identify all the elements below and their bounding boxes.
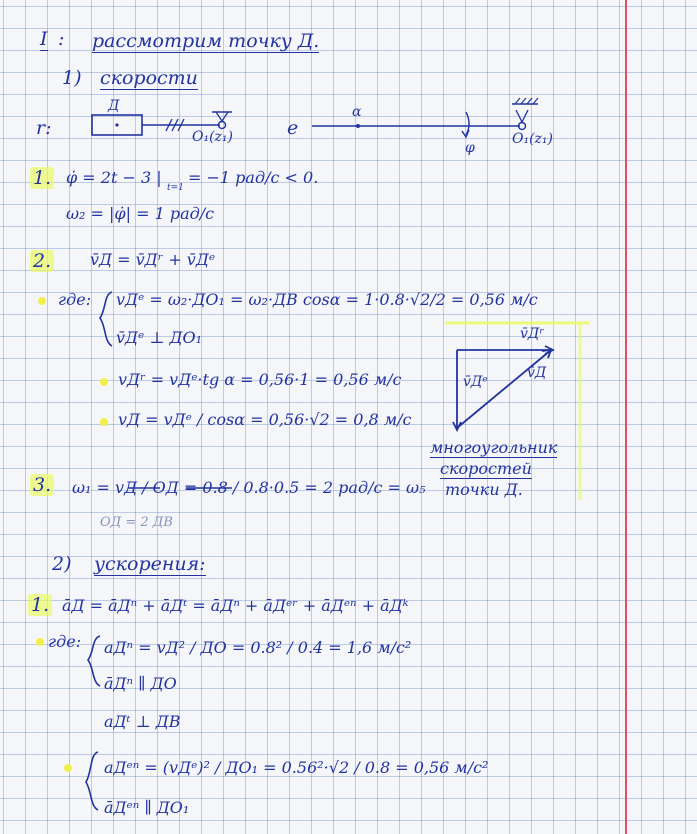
section-roman-numeral: I — [40, 28, 48, 50]
accel-eq-at-perp: aДᵗ ⊥ ДB — [104, 712, 181, 731]
step2-number: 2. — [30, 250, 54, 272]
step1-line1-result: = −1 рад/с < 0. — [188, 168, 319, 187]
step2-eq-ve-perp: v̄Дᵉ ⊥ ДO₁ — [116, 328, 202, 347]
triangle-label-vr: v̄Дʳ — [520, 326, 545, 342]
step3-note: OД = 2 ДB — [100, 515, 173, 530]
step2-brace — [100, 292, 112, 346]
subsection-1-number: 1) — [62, 67, 82, 89]
triangle-label-v: v̄Д — [527, 365, 547, 381]
bullet-where-1 — [38, 297, 46, 305]
scheme-e-ground-hatch-4 — [533, 98, 538, 104]
triangle-caption-line-1: многоугольник — [430, 438, 558, 457]
subsection-1-title: скорости — [100, 67, 198, 89]
subsection-2-title: ускорения: — [94, 553, 206, 575]
accel-eq-an-parallel: āДⁿ ∥ ДO — [104, 674, 177, 693]
triangle-label-ve: v̄Дᵉ — [463, 374, 488, 390]
colon-mark: : — [58, 28, 65, 50]
step3-equation: ω₁ = vД / OД = 0.8 / 0.8·0.5 = 2 рад/с = ω₅ — [72, 478, 426, 497]
scheme-e-alpha: α — [352, 104, 362, 120]
scheme-e-ground-hatch-2 — [521, 98, 526, 104]
accel-eq-aen-parallel: āДᵉⁿ ∥ ДO₁ — [104, 798, 190, 817]
step2-where: где: — [58, 290, 92, 309]
accel-eq-aen: aДᵉⁿ = (vДᵉ)² / ДO₁ = 0.56²·√2 / 0.8 = 0,56 м/с² — [104, 758, 489, 777]
scheme-e-phi: φ — [465, 140, 475, 156]
scheme-r-support-right — [222, 112, 228, 121]
step2-eq-ve: vДᵉ = ω₂·ДO₁ = ω₂·ДB cosα = 1·0.8·√2/2 = 0,56 м/с — [116, 290, 538, 309]
scheme-r-point-o1: O₁(z₁) — [192, 129, 234, 145]
bullet-where-2 — [36, 638, 44, 646]
subsection-2-number: 2) — [52, 553, 72, 575]
scheme-r-center-dot — [115, 123, 118, 126]
step2-main-equation: v̄Д = v̄Дʳ + v̄Дᵉ — [90, 250, 216, 269]
scheme-e-support-left — [516, 110, 522, 122]
step2-eq-vd: vД = vДᵉ / cosα = 0,56·√2 = 0,8 м/с — [118, 410, 412, 429]
accel-step1-number: 1. — [28, 594, 52, 616]
scheme-r-label: r: — [36, 117, 52, 139]
step1-line1-subscript: t=1 — [167, 183, 184, 193]
triangle-caption-line-2: скоростей — [440, 459, 532, 478]
scheme-r-point-d: Д — [108, 98, 120, 114]
step1-number: 1. — [30, 167, 54, 189]
bullet-vr — [100, 378, 108, 386]
scheme-e-label: e — [287, 117, 299, 139]
triangle-caption-line-3: точки Д. — [445, 480, 523, 499]
scheme-e-point-dot — [356, 124, 360, 128]
scheme-r-support-left — [216, 112, 222, 121]
page-title: рассмотрим точку Д. — [92, 30, 320, 52]
scheme-e-point-o1: O₁(z₁) — [512, 131, 554, 147]
accel-eq-an: aДⁿ = vД² / ДO = 0.8² / 0.4 = 1,6 м/с² — [104, 638, 412, 657]
step2-eq-vr: vДʳ = vДᵉ·tg α = 0,56·1 = 0,56 м/с — [118, 370, 402, 389]
accel-brace-2 — [86, 752, 98, 810]
step1-line1: φ̇ = 2t − 3 | — [66, 168, 162, 187]
scheme-e-ground-hatch-3 — [527, 98, 532, 104]
accel-where: где: — [48, 632, 82, 651]
bullet-vd — [100, 418, 108, 426]
accel-main-equation: āД = āДⁿ + āДᵗ = āДⁿ + āДᵉʳ + āДᵉⁿ + āДᵏ — [62, 596, 409, 615]
bullet-aen — [64, 764, 72, 772]
scheme-e-phi-arrowhead — [462, 130, 469, 137]
step3-number: 3. — [30, 474, 54, 496]
scheme-e-ground-hatch-1 — [515, 98, 520, 104]
accel-brace-1 — [88, 636, 100, 686]
step1-line2: ω₂ = |φ̇| = 1 рад/с — [66, 204, 215, 223]
scheme-e-support-right — [522, 110, 528, 122]
